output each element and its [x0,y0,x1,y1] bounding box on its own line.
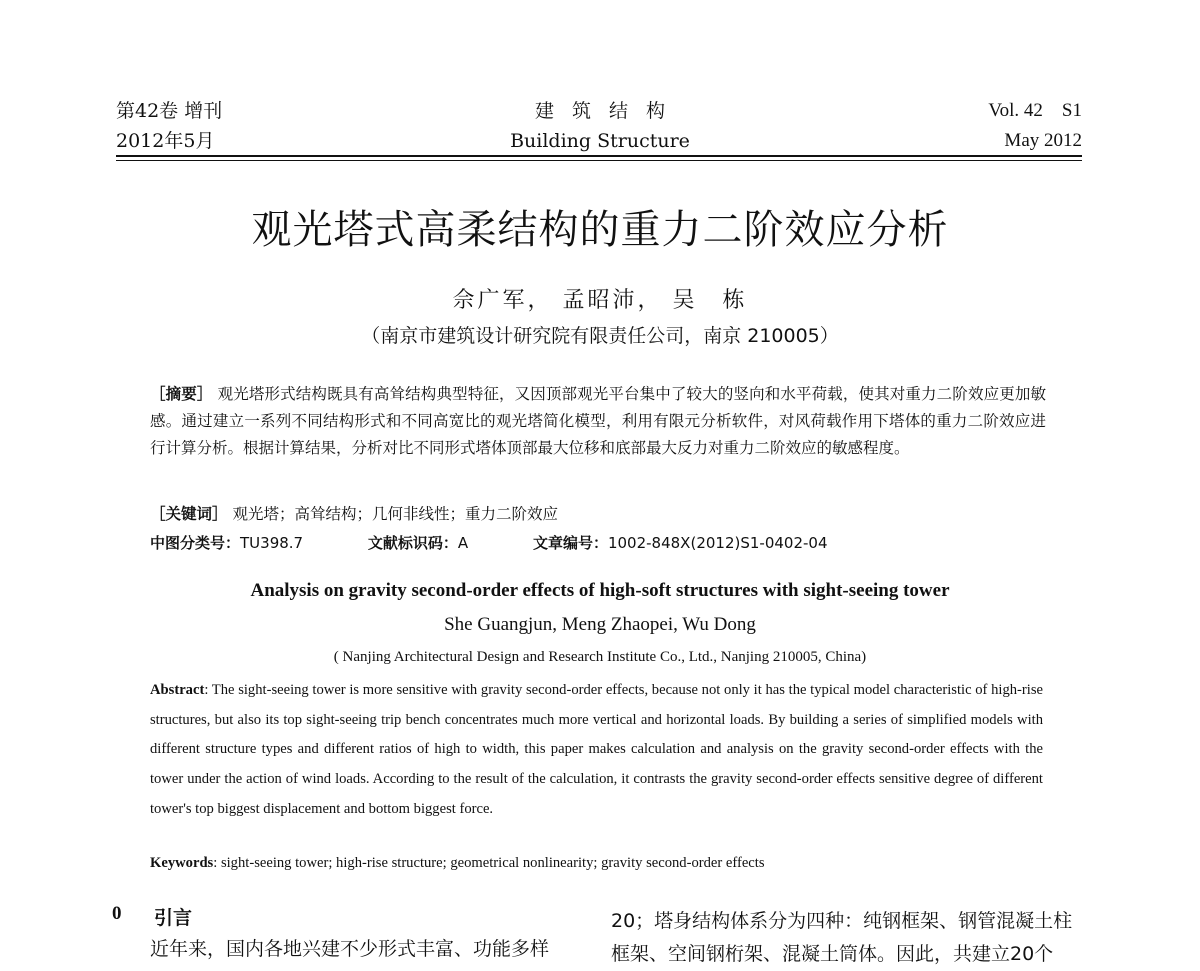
keywords-en-text: : sight-seeing tower; high-rise structure; geometrical nonlinearity; gravity second-order effects [213,855,765,871]
abstract-en-text: : The sight-seeing tower is more sensitive with gravity second-order effects, because not only it has the typical model characteristic of high-rise structures, but also its top sight-seeing trip bench concentrates much more vertical and horizontal loads. By building a series of simplified models with different structure types and different ratios of high to width, this paper makes calculation and analysis on the gravity second-order effects with the tower under the action of wind loads. According to the result of the calculation, it contrasts the gravity second-order effects sensitive degree of different tower's top biggest displacement and bottom biggest force. [150,682,1043,817]
abstract-cn [150,381,1046,462]
journal-volume: 第42卷 增刊 [116,100,223,122]
keywords-cn-label: ［关键词］ [150,505,228,523]
abstract-en [150,676,1043,825]
journal-date: 2012年5月 [116,130,215,152]
classification-line [150,532,1046,553]
paper-title-cn: 观光塔式高柔结构的重力二阶效应分析 [251,207,949,253]
abstract-cn-text: 观光塔形式结构既具有高耸结构典型特征，又因顶部观光平台集中了较大的竖向和水平荷载，使其对重力二阶效应更加敏感。通过建立一系列不同结构形式和不同高宽比的观光塔简化模型，利用有限元分析软件，对风荷载作用下塔体的重力二阶效应进行计算分析。根据计算结果，分析对比不同形式塔体顶部最大位移和底部最大反力对重力二阶效应的敏感程度。 [150,385,1046,457]
body-text-right-column [611,905,1085,971]
journal-issue-info-en [988,96,1082,156]
abstract-en-label: Abstract [150,682,205,698]
affiliation-cn: （南京市建筑设计研究院有限责任公司，南京 210005） [361,325,839,347]
journal-name-cn: 建筑结构 [534,100,683,122]
keywords-cn-text: 观光塔；高耸结构；几何非线性；重力二阶效应 [232,505,558,523]
body-text-line: 框架、空间钢桁架、混凝土筒体。因此，共建立20个 [611,943,1054,965]
header-rule-thick [116,155,1082,157]
section-title: 引言 [154,907,193,929]
keywords-cn [150,502,1046,524]
keywords-en [150,855,1043,872]
clc-code: 中图分类号：TU398.7 [150,534,304,552]
authors-en: She Guangjun, Meng Zhaopei, Wu Dong [444,614,756,635]
journal-date-en: May 2012 [1004,130,1082,151]
abstract-cn-label: ［摘要］ [150,385,213,403]
authors-cn: 佘广军， 孟昭沛， 吴 栋 [452,288,748,313]
body-text-line: 20；塔身结构体系分为四种：纯钢框架、钢管混凝土柱 [611,910,1073,932]
section-number: 0 [112,903,122,924]
journal-name-en: Building Structure [510,130,690,152]
body-text-left-column: 近年来，国内各地兴建不少形式丰富、功能多样 [150,938,550,960]
article-number: 文章编号：1002-848X(2012)S1-0402-04 [532,534,828,552]
affiliation-en: ( Nanjing Architectural Design and Research Institute Co., Ltd., Nanjing 210005, China) [333,649,867,665]
document-code: 文献标识码：A [367,534,469,552]
header-rule-thin [116,160,1082,161]
keywords-en-label: Keywords [150,855,214,871]
paper-title-en: Analysis on gravity second-order effects of high-soft structures with sight-seeing tower [250,580,950,601]
journal-volume-en: Vol. 42 S1 [988,100,1082,121]
